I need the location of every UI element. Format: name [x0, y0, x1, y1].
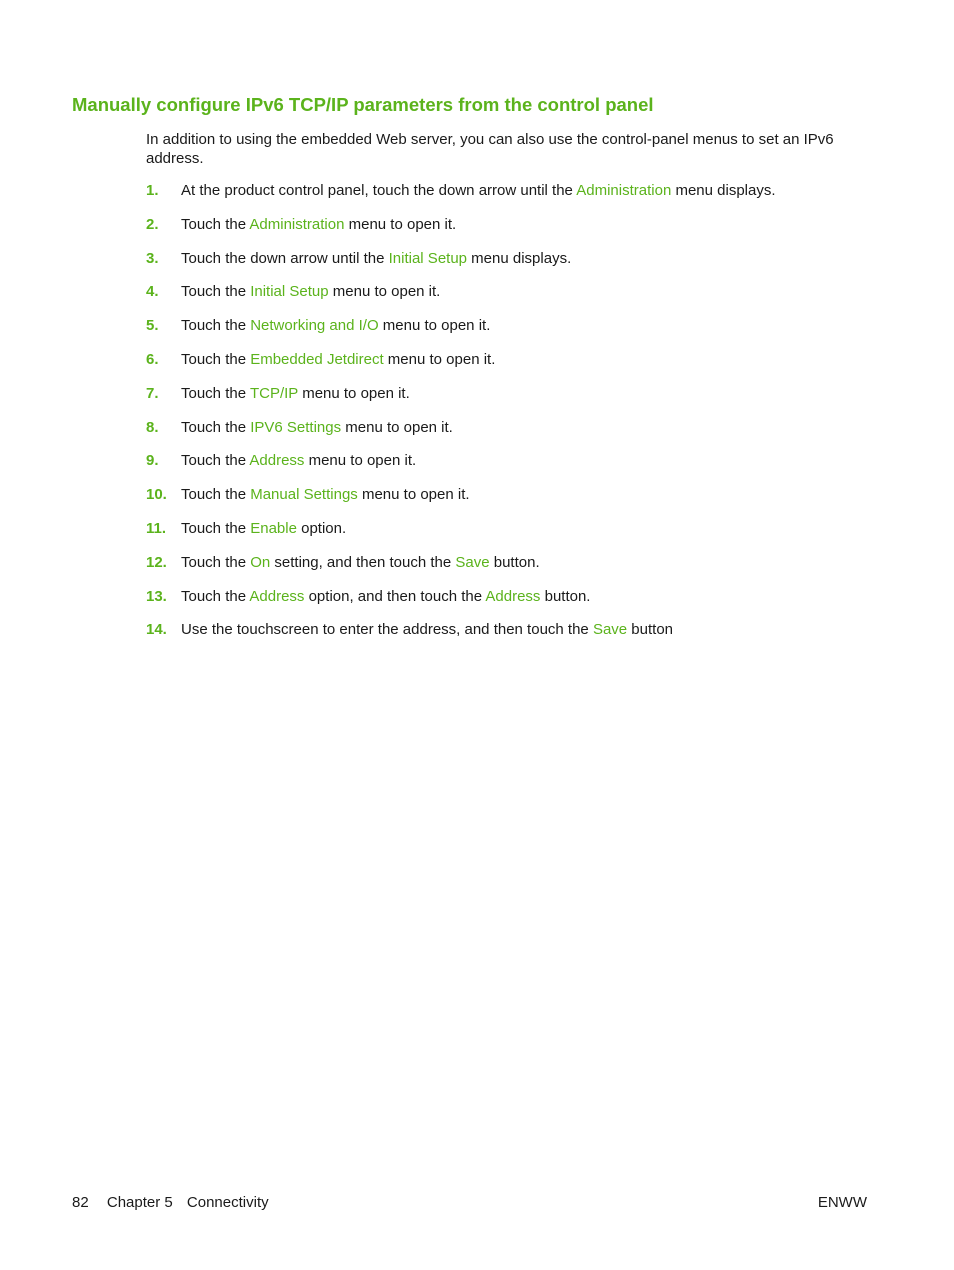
step-number: 6. — [146, 350, 159, 368]
footer-left — [72, 1193, 283, 1213]
step-text-fragment: menu to open it. — [304, 452, 417, 470]
step-number: 5. — [146, 317, 159, 335]
step-text — [181, 282, 440, 302]
menu-term: Networking and I/O — [250, 317, 379, 335]
menu-term: Save — [592, 621, 628, 639]
footer-right-label: ENWW — [817, 1194, 867, 1211]
step-item — [146, 249, 886, 283]
step-text-fragment: Touch the — [181, 519, 251, 537]
step-number: 2. — [146, 215, 159, 233]
step-text-fragment: option. — [296, 519, 347, 537]
step-text-fragment: At the product control panel, touch the down arrow until the — [181, 182, 577, 199]
step-text-fragment: option, and then touch the — [304, 587, 486, 605]
step-text-fragment: Touch the — [181, 215, 250, 233]
step-text — [181, 553, 540, 573]
step-number: 4. — [146, 283, 159, 301]
menu-term: Address — [249, 452, 305, 470]
step-text-fragment: Touch the — [181, 317, 251, 335]
step-item — [146, 181, 886, 215]
menu-term: Save — [455, 553, 490, 571]
menu-term: Enable — [250, 519, 297, 537]
step-number: 1. — [146, 182, 159, 199]
chapter-label: Chapter 5 — [106, 1194, 173, 1211]
step-item — [146, 384, 886, 418]
step-text — [181, 485, 470, 505]
menu-term: IPV6 Settings — [250, 418, 342, 436]
step-item — [146, 316, 886, 350]
step-text — [181, 249, 571, 269]
step-number: 13. — [146, 587, 167, 605]
step-text-fragment: Touch the — [181, 587, 250, 605]
step-text-fragment: button. — [489, 553, 540, 571]
step-item — [146, 451, 886, 485]
step-number: 9. — [146, 452, 159, 470]
menu-term: TCP/IP — [249, 384, 299, 402]
step-number: 14. — [146, 621, 167, 639]
page-number: 82 — [72, 1194, 89, 1211]
step-text — [181, 181, 776, 201]
step-number: 12. — [146, 553, 167, 571]
step-text-fragment: button — [627, 621, 674, 639]
menu-term: On — [250, 553, 271, 571]
intro-paragraph: In addition to using the embedded Web server, you can also use the control-panel menus to set an IPv6 address. — [146, 131, 834, 167]
step-text-fragment: Touch the — [181, 418, 251, 436]
step-text — [181, 620, 673, 640]
menu-term: Address — [485, 587, 541, 605]
menu-term: Embedded Jetdirect — [250, 350, 384, 368]
step-text — [181, 384, 410, 404]
step-text — [181, 451, 416, 471]
step-item — [146, 620, 886, 654]
menu-term: Address — [249, 587, 305, 605]
step-item — [146, 519, 886, 553]
step-text-fragment: Touch the — [181, 350, 251, 368]
step-text-fragment: menu to open it. — [357, 486, 470, 504]
menu-term: Initial Setup — [388, 249, 468, 267]
step-text — [181, 215, 456, 235]
page-title: Manually configure IPv6 TCP/IP parameters from the control panel — [72, 94, 654, 115]
step-text-fragment: menu to open it. — [328, 283, 441, 301]
step-number: 10. — [146, 486, 167, 504]
steps-list — [146, 181, 886, 654]
menu-term: Administration — [576, 182, 672, 199]
step-text-fragment: Touch the — [181, 452, 250, 470]
menu-term: Initial Setup — [250, 283, 329, 301]
step-text-fragment: setting, and then touch the — [270, 553, 456, 571]
step-number: 7. — [146, 384, 159, 402]
step-text-fragment: menu displays. — [671, 182, 776, 199]
step-text-fragment: menu to open it. — [298, 384, 410, 402]
step-item — [146, 587, 886, 621]
step-item — [146, 418, 886, 452]
step-text-fragment: Touch the — [181, 486, 251, 504]
step-item — [146, 282, 886, 316]
step-text-fragment: Touch the down arrow until the — [181, 249, 389, 267]
section-label: Connectivity — [186, 1194, 269, 1211]
step-text — [181, 587, 590, 607]
step-text-fragment: menu to open it. — [383, 350, 496, 368]
step-number: 3. — [146, 249, 159, 267]
step-text — [181, 350, 495, 370]
step-text — [181, 519, 346, 539]
step-text-fragment: menu to open it. — [344, 215, 457, 233]
step-text-fragment: Use the touchscreen to enter the address, and then touch the — [181, 621, 593, 639]
step-item — [146, 350, 886, 384]
step-item — [146, 485, 886, 519]
menu-term: Manual Settings — [250, 486, 358, 504]
step-text-fragment: menu to open it. — [378, 317, 491, 335]
step-number: 8. — [146, 418, 159, 436]
step-text-fragment: Touch the — [181, 283, 251, 301]
page-footer — [72, 1193, 867, 1213]
step-text-fragment: button. — [540, 587, 591, 605]
step-item — [146, 553, 886, 587]
step-number: 11. — [146, 519, 167, 537]
step-item — [146, 215, 886, 249]
step-text-fragment: Touch the — [181, 384, 250, 402]
step-text-fragment: menu to open it. — [341, 418, 453, 436]
menu-term: Administration — [249, 215, 345, 233]
step-text-fragment: menu displays. — [467, 249, 572, 267]
step-text-fragment: Touch the — [181, 553, 251, 571]
step-text — [181, 418, 453, 438]
step-text — [181, 316, 490, 336]
